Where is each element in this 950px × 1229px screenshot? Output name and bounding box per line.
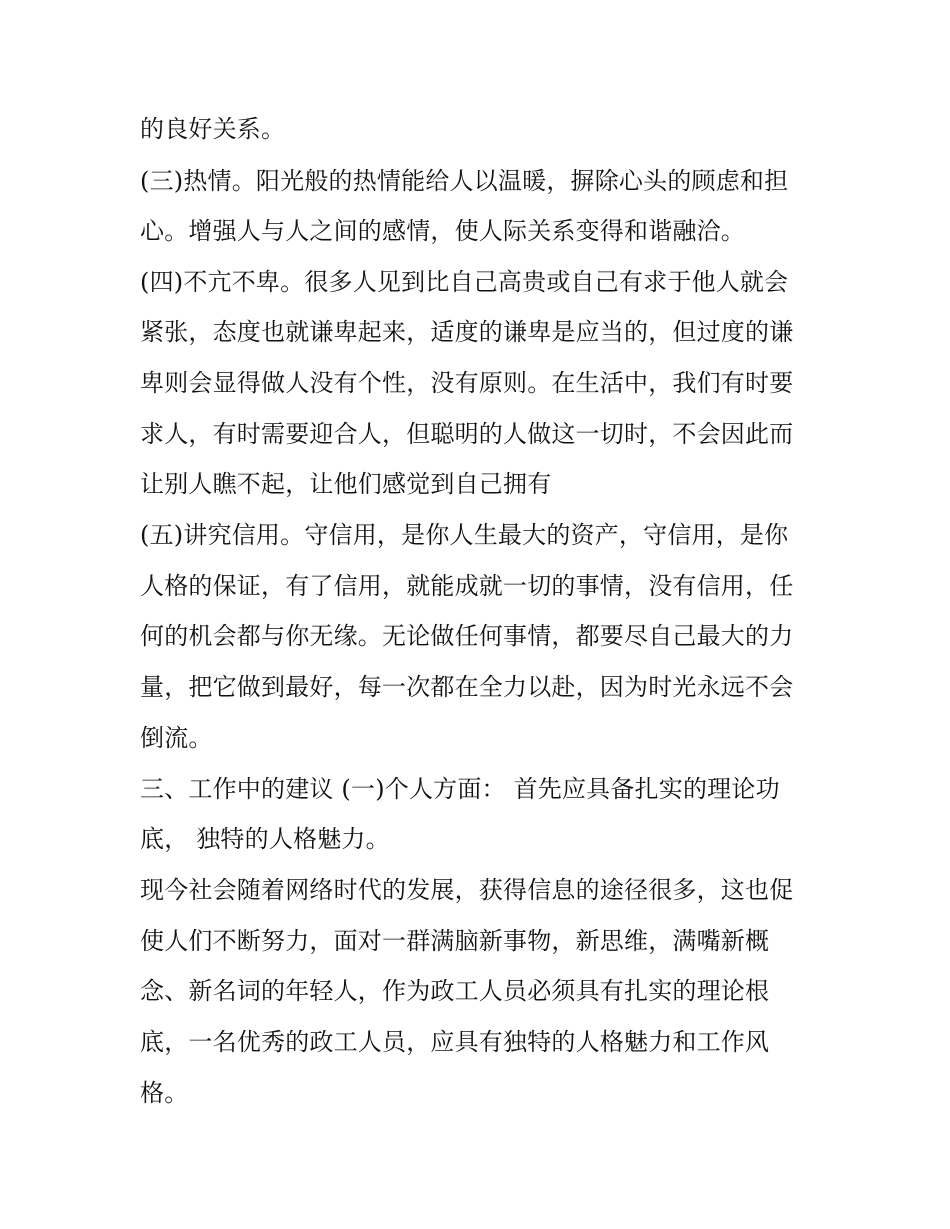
text-line-11: 何的机会都与你无缘。无论做任何事情，都要尽自己最大的力: [140, 622, 794, 650]
text-line-2: (三)热情。阳光般的热情能给人以温暖，摒除心头的顾虑和担: [140, 167, 789, 195]
text-line-20: 格。: [140, 1079, 189, 1107]
text-line-13: 倒流。: [140, 724, 213, 752]
text-line-5: 紧张，态度也就谦卑起来，适度的谦卑是应当的，但过度的谦: [140, 318, 794, 346]
text-line-17: 使人们不断努力，面对一群满脑新事物，新思维，满嘴新概: [140, 927, 770, 955]
text-line-1: 的良好关系。: [140, 115, 286, 143]
text-line-7: 求人，有时需要迎合人，但聪明的人做这一切时，不会因此而: [140, 420, 794, 448]
text-line-19: 底，一名优秀的政工人员，应具有独特的人格魅力和工作风: [140, 1028, 770, 1056]
text-line-3: 心。增强人与人之间的感情，使人际关系变得和谐融洽。: [140, 217, 745, 245]
text-line-9: (五)讲究信用。守信用，是你人生最大的资产，守信用，是你: [140, 521, 789, 549]
text-line-16: 现今社会随着网络时代的发展，获得信息的途径很多，这也促: [140, 876, 794, 904]
text-line-12: 量，把它做到最好，每一次都在全力以赴，因为时光永远不会: [140, 673, 794, 701]
text-line-14: 三、工作中的建议 (一)个人方面： 首先应具备扎实的理论功: [140, 775, 780, 803]
text-line-18: 念、新名词的年轻人，作为政工人员必须具有扎实的理论根: [140, 977, 770, 1005]
text-line-8: 让别人瞧不起，让他们感觉到自己拥有: [140, 470, 552, 498]
text-line-10: 人格的保证，有了信用，就能成就一切的事情，没有信用，任: [140, 572, 794, 600]
text-line-4: (四)不亢不卑。很多人见到比自己高贵或自己有求于他人就会: [140, 268, 789, 296]
text-line-15: 底， 独特的人格魅力。: [140, 825, 390, 853]
text-line-6: 卑则会显得做人没有个性，没有原则。在生活中，我们有时要: [140, 369, 794, 397]
